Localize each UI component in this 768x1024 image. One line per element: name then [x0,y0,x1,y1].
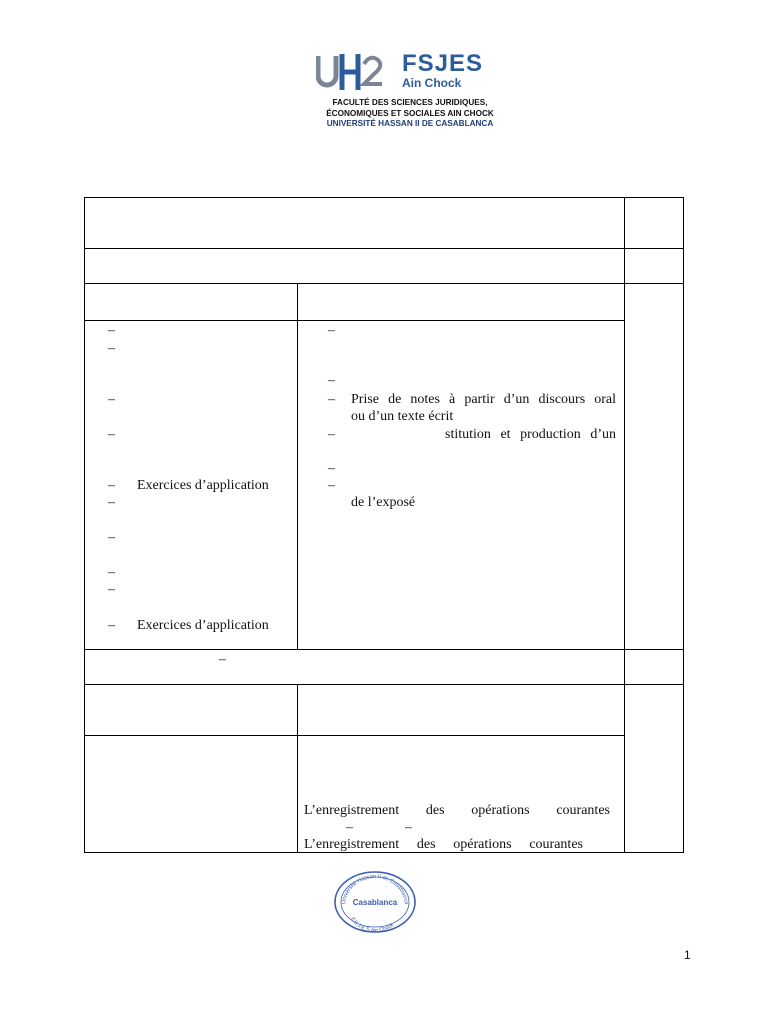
brand-subtitle: Ain Chock [402,76,462,90]
right-item-notes-line-1: Prise de notes à partir d’un discours oral [351,392,616,407]
bullet-dash: – [108,427,115,442]
uh2-logo-mark-icon [316,50,388,94]
lower-line-1: L’enregistrement des opérations courantes [304,803,610,818]
bullet-dash: – [108,618,115,633]
faculty-name [310,98,510,130]
faculty-line-3: UNIVERSITÉ HASSAN II DE CASABLANCA [326,119,494,128]
right-item-restitution: stitution et production d’un [445,427,616,442]
bullet-dash: – [108,530,115,545]
bullet-dash: – [108,478,115,493]
bullet-dash: – [108,341,115,356]
bullet-dash: – [328,478,335,493]
bullet-dash: – [346,820,353,835]
left-item-exercise-1: Exercices d’application [137,478,269,493]
brand-name: FSJES [402,50,484,77]
brand-block [402,52,483,90]
faculty-logo [316,48,506,132]
bullet-dash: – [108,392,115,407]
bullet-dash: – [328,323,335,338]
stamp-bottom-text: F.S.J.E.S Ain Chock [349,916,396,934]
faculty-line-1: FACULTÉ DES SCIENCES JURIDIQUES, [332,98,488,107]
bullet-dash: – [328,392,335,407]
page-number: 1 [684,948,691,962]
lower-line-2: L’enregistrement des opérations courantes [304,837,583,852]
bullet-dash: – [108,565,115,580]
bullet-dash: – [328,461,335,476]
stamp-center-text: Casablanca [352,898,398,907]
bullet-dash: – [328,427,335,442]
bullet-dash: – [108,582,115,597]
faculty-line-2: ÉCONOMIQUES ET SOCIALES AIN CHOCK [326,108,494,118]
bullet-dash: – [405,820,412,835]
right-item-expose: de l’exposé [351,495,416,510]
bullet-dash: – [108,323,115,338]
university-stamp [333,870,417,934]
bullet-dash: – [219,652,226,667]
left-item-exercise-2: Exercices d’application [137,618,269,633]
stamp-arc-text: Université Hassan II de Casablanca [341,873,409,905]
bullet-dash: – [108,495,115,510]
right-item-notes-line-2: ou d’un texte écrit [351,409,454,424]
bullet-dash: – [328,373,335,388]
